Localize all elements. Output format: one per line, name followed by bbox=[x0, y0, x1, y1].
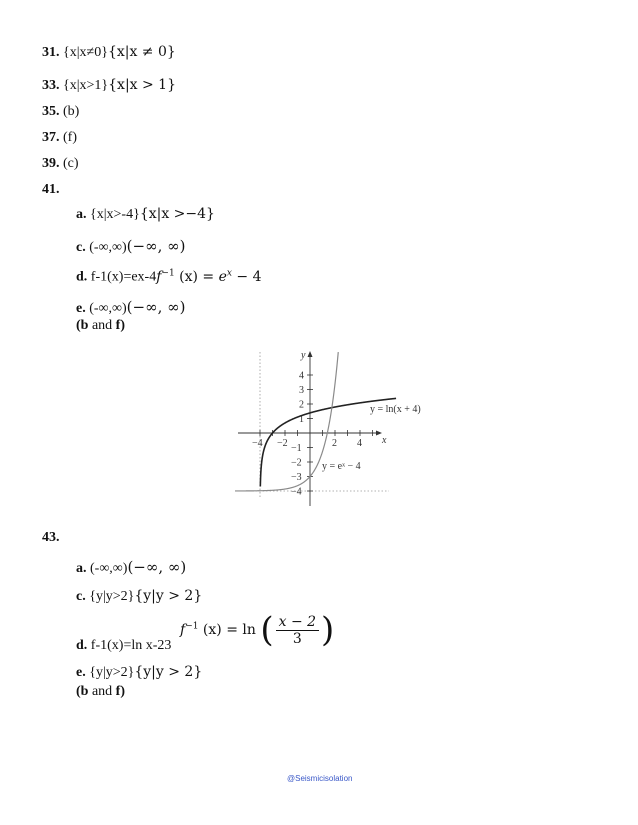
graph-svg bbox=[234, 348, 444, 513]
q41-part-e bbox=[76, 298, 185, 317]
answer-39 bbox=[42, 156, 79, 172]
bf-and: and bbox=[88, 684, 116, 699]
answer-37 bbox=[42, 130, 77, 146]
y-axis-label: y bbox=[301, 350, 306, 361]
x-tick-label: −4 bbox=[252, 438, 263, 449]
q41-b-and-f bbox=[76, 318, 125, 334]
y-tick-label: −3 bbox=[291, 472, 302, 483]
right-paren: ) bbox=[321, 610, 335, 650]
y-tick-label: 1 bbox=[299, 414, 304, 425]
answer-number: 31. bbox=[42, 45, 60, 60]
function-graph bbox=[234, 348, 444, 513]
bf-open: (b bbox=[76, 318, 89, 333]
answer-41 bbox=[42, 182, 60, 198]
ln-curve-label: y = ln(x + 4) bbox=[370, 404, 421, 415]
bf-and: and bbox=[88, 318, 116, 333]
part-label: a. bbox=[76, 561, 87, 576]
part-label: c. bbox=[76, 589, 86, 604]
q43-part-e bbox=[76, 664, 202, 681]
answer-35 bbox=[42, 104, 79, 120]
answer-number: 35. bbox=[42, 104, 60, 119]
part-math: {y|y > 2} bbox=[134, 664, 203, 680]
y-tick-label: −1 bbox=[291, 443, 302, 454]
x-tick-label: −2 bbox=[277, 438, 288, 449]
q43-part-a bbox=[76, 558, 186, 577]
y-tick-label: 4 bbox=[299, 370, 304, 382]
part-text: {y|y>2} bbox=[89, 589, 135, 604]
y-tick-label: −2 bbox=[291, 457, 302, 469]
part-text: (-∞,∞) bbox=[89, 301, 127, 316]
part-text: f-1(x)=ln x-23 bbox=[90, 638, 172, 653]
bf-open: (b bbox=[76, 684, 89, 699]
exp-curve-label: y = eˣ − 4 bbox=[322, 461, 361, 472]
bf-close: f) bbox=[115, 684, 125, 699]
fraction-denominator: 3 bbox=[292, 630, 302, 647]
part-math: {y|y > 2} bbox=[134, 588, 203, 604]
answer-text: {x|x>1} bbox=[63, 78, 109, 93]
math-tail: − 4 bbox=[231, 268, 262, 285]
part-math bbox=[180, 610, 335, 650]
math-mid: (x) = bbox=[174, 268, 219, 285]
q43-b-and-f bbox=[76, 684, 125, 700]
part-math: (−∞, ∞) bbox=[126, 237, 186, 255]
q43-part-d-math bbox=[180, 610, 334, 650]
math-mid: (x) = ln bbox=[198, 622, 256, 638]
answer-31 bbox=[42, 44, 176, 61]
part-label: e. bbox=[76, 665, 86, 680]
math-f: f bbox=[156, 268, 162, 285]
answer-number: 33. bbox=[42, 78, 60, 93]
math-sup: −1 bbox=[161, 268, 175, 278]
answer-43 bbox=[42, 530, 60, 546]
answer-number: 37. bbox=[42, 130, 60, 145]
fraction bbox=[276, 614, 319, 647]
answer-math: {x|x ≠ 0} bbox=[107, 44, 176, 60]
part-math bbox=[156, 269, 261, 285]
answer-number: 39. bbox=[42, 156, 60, 171]
part-math: (−∞, ∞) bbox=[127, 558, 187, 576]
y-tick-label: −4 bbox=[291, 486, 302, 498]
part-text: {x|x>-4} bbox=[90, 207, 140, 222]
answer-math: {x|x > 1} bbox=[108, 77, 177, 93]
answer-text: {x|x≠0} bbox=[63, 45, 108, 60]
q43-part-d bbox=[76, 638, 171, 654]
y-axis-arrow bbox=[308, 351, 313, 357]
answer-33 bbox=[42, 77, 176, 94]
y-tick-label: 3 bbox=[299, 385, 304, 396]
part-label: a. bbox=[76, 207, 87, 222]
x-axis-label: x bbox=[382, 435, 387, 446]
part-text: f-1(x)=ex-4 bbox=[90, 269, 157, 285]
q41-part-c bbox=[76, 237, 185, 256]
x-tick-label: 4 bbox=[357, 438, 362, 449]
q41-part-d bbox=[76, 268, 262, 286]
part-text: {y|y>2} bbox=[89, 665, 135, 680]
answer-text: (b) bbox=[63, 104, 80, 119]
left-paren: ( bbox=[260, 610, 274, 650]
bf-close: f) bbox=[115, 318, 125, 333]
part-math: (−∞, ∞) bbox=[126, 298, 186, 316]
q43-part-c bbox=[76, 588, 202, 605]
q41-part-a bbox=[76, 206, 215, 223]
math-f: f bbox=[180, 622, 186, 638]
math-sup: −1 bbox=[185, 621, 199, 632]
part-label: d. bbox=[76, 269, 88, 285]
answer-number: 43. bbox=[42, 530, 60, 545]
part-label: c. bbox=[76, 240, 86, 255]
x-tick-label: 2 bbox=[332, 438, 337, 449]
answer-text: (f) bbox=[63, 130, 77, 145]
answer-text: (c) bbox=[63, 156, 79, 171]
part-text: (-∞,∞) bbox=[90, 561, 128, 576]
part-text: (-∞,∞) bbox=[89, 240, 127, 255]
answer-number: 41. bbox=[42, 182, 60, 197]
part-math: {x|x >−4} bbox=[139, 206, 215, 222]
y-tick-label: 2 bbox=[299, 399, 304, 411]
part-label: e. bbox=[76, 301, 86, 316]
math-e: e bbox=[218, 268, 227, 285]
math-esup: x bbox=[226, 268, 232, 278]
footer-watermark: @Seismicisolation bbox=[287, 774, 353, 783]
part-label: d. bbox=[76, 638, 88, 653]
fraction-numerator: x − 2 bbox=[276, 614, 319, 631]
